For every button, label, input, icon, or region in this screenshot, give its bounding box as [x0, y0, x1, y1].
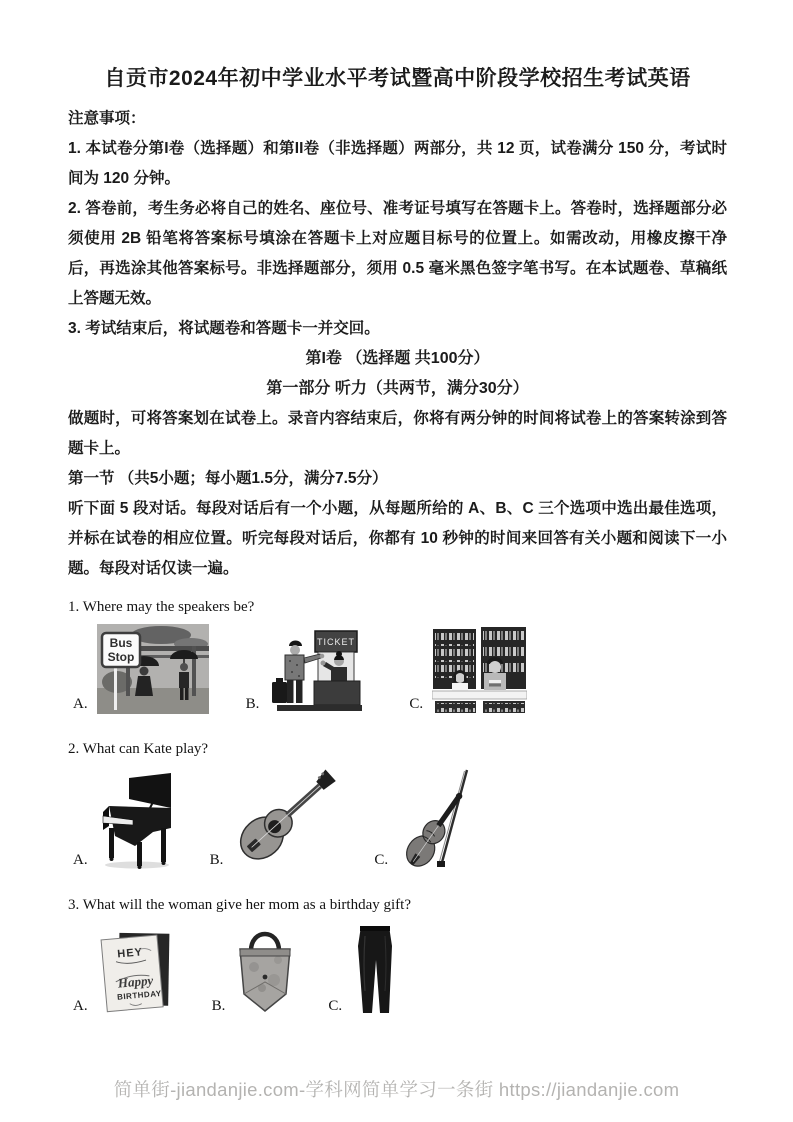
question-2-text: 2. What can Kate play? [68, 741, 209, 757]
question-3-option-b [212, 922, 297, 1016]
card-text-happy: Happy [116, 972, 154, 991]
question-2 [68, 738, 727, 870]
ticket-booth-image [268, 630, 368, 714]
library-image [432, 626, 527, 714]
bus-sign-line-2: Stop [107, 650, 134, 664]
option-c-label: C. [409, 696, 424, 712]
bus-stop-image [97, 624, 209, 714]
notice-item-1: 1. 本试卷分第I卷（选择题）和第II卷（非选择题）两部分，共 12 页，试卷满分 150 分，考试时间为 120 分钟。 [68, 140, 727, 187]
question-3 [68, 894, 727, 1016]
option-b-label: B. [245, 696, 260, 712]
question-2-options [68, 766, 727, 870]
question-2-option-b [210, 766, 337, 870]
volume-heading: 第I卷 （选择题 共100分） [305, 350, 490, 367]
option-a-label: A. [73, 852, 88, 868]
birthday-card-image [97, 928, 175, 1016]
question-1 [68, 596, 727, 714]
option-b-label: B. [209, 852, 224, 868]
question-1-option-b [246, 630, 369, 714]
question-2-option-a [73, 772, 175, 870]
ticket-sign-text: TICKET [317, 637, 356, 647]
question-3-option-c [328, 924, 399, 1016]
listening-note: 做题时，可将答案划在试卷上。录音内容结束后，你将有两分钟的时间将试卷上的答案转涂到答题卡上。 [68, 410, 727, 457]
question-1-option-c [409, 626, 527, 714]
question-2-option-c [374, 766, 483, 870]
tote-bag-image [234, 922, 296, 1016]
footer-watermark: 简单街-jiandanjie.com-学科网简单学习一条街 https://jiandanjie.com [113, 1079, 680, 1100]
option-c-label: C. [328, 998, 343, 1014]
question-3-option-a [73, 928, 175, 1016]
question-1-text: 1. Where may the speakers be? [68, 599, 255, 615]
notice-item-3: 3. 考试结束后，将试题卷和答题卡一并交回。 [68, 320, 380, 337]
page-title: 自贡市2024年初中学业水平考试暨高中阶段学校招生考试英语 [104, 67, 691, 90]
part-heading: 第一部分 听力（共两节，满分30分） [266, 380, 529, 397]
card-text-hey: HEY [116, 946, 144, 961]
notice-item-2: 2. 答卷前，考生务必将自己的姓名、座位号、准考证号填写在答题卡上。答卷时，选择题部分必须使用 2B 铅笔将答案标号填涂在答题卡上对应题目标号的位置上。如需改动，用橡皮擦干净后，再选涂其他答案标号。非选择题部分，须用 0.5 毫米黑色签字笔书写。在本试题卷、草稿纸上答题无效。 [68, 200, 727, 307]
option-a-label: A. [73, 998, 88, 1014]
question-1-option-a [73, 624, 209, 714]
black-pants-image [351, 924, 399, 1016]
card-text-birthday: BIRTHDAY [116, 988, 162, 1002]
acoustic-guitar-image [232, 766, 336, 870]
option-a-label: A. [73, 696, 88, 712]
question-1-options [68, 624, 727, 714]
option-c-label: C. [374, 852, 389, 868]
question-3-options [68, 922, 727, 1016]
question-3-text: 3. What will the woman give her mom as a birthday gift? [68, 897, 411, 913]
grand-piano-image [97, 772, 175, 870]
bus-sign-line-1: Bus [109, 636, 132, 650]
violin-image [397, 766, 483, 870]
notice-heading: 注意事项： [68, 110, 146, 127]
option-b-label: B. [211, 998, 226, 1014]
section-instructions: 听下面 5 段对话。每段对话后有一个小题，从每题所给的 A、B、C 三个选项中选出最佳选项，并标在试卷的相应位置。听完每段对话后，你都有 10 秒钟的时间来回答有关小题和阅读下一小题。每段对话仅读一遍。 [68, 500, 727, 577]
section-heading: 第一节 （共5小题；每小题1.5分，满分7.5分） [68, 470, 388, 487]
